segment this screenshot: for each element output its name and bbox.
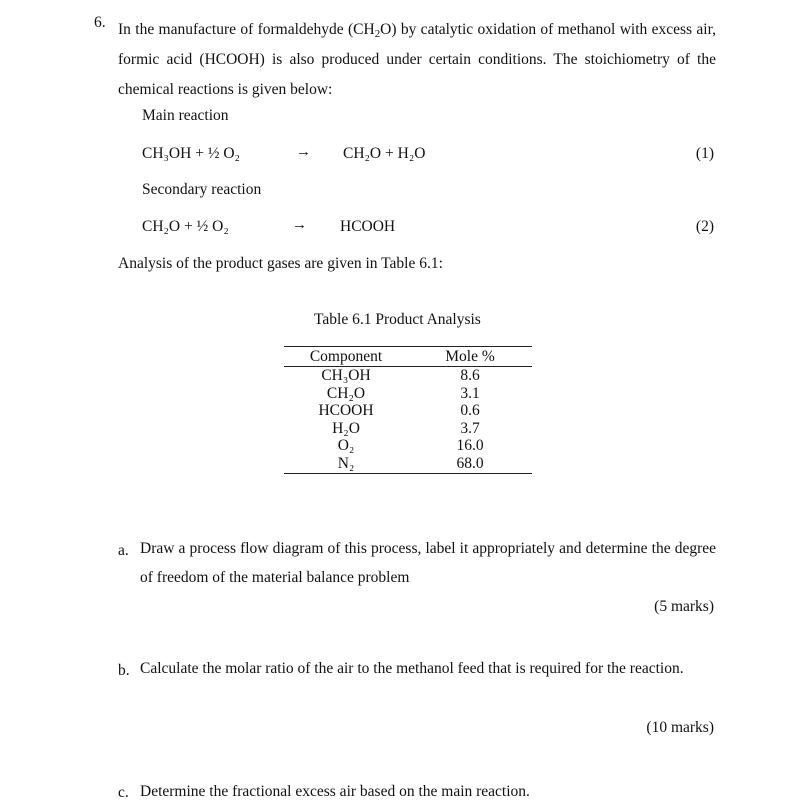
intro-text-part1: In the manufacture of formaldehyde (CH: [118, 21, 375, 38]
main-reaction-arrow-icon: →: [296, 144, 311, 160]
column-header-mole-percent: Mole %: [408, 347, 532, 367]
cell-component: CH₂O: [326, 384, 366, 402]
table-header-row: [284, 347, 532, 367]
table-caption: Table 6.1 Product Analysis: [314, 311, 481, 328]
part-a-letter: a.: [118, 542, 129, 559]
cell-component: CH₃OH: [321, 367, 371, 384]
part-b-marks: (10 marks): [646, 719, 714, 736]
secondary-reaction-lhs: CH₂O + ½ O₂: [142, 218, 229, 235]
table-row: [284, 455, 532, 473]
cell-mole-percent: 16.0: [456, 437, 484, 455]
cell-mole-percent: 3.1: [460, 384, 480, 402]
part-c-letter: c.: [118, 784, 129, 801]
cell-mole-percent: 68.0: [408, 455, 532, 473]
secondary-reaction-rhs: HCOOH: [340, 218, 396, 235]
table-row: [284, 385, 532, 403]
cell-component: N₂: [284, 455, 408, 473]
secondary-reaction-number: (2): [695, 218, 714, 235]
product-analysis-table: [284, 346, 532, 474]
question-intro: [118, 15, 716, 105]
cell-component: H₂O: [332, 419, 360, 437]
question-number: 6.: [94, 14, 106, 31]
main-reaction-rhs: CH₂O + H₂O: [343, 145, 426, 162]
part-c-text: Determine the fractional excess air based on the main reaction.: [140, 783, 530, 800]
part-b-letter: b.: [118, 662, 130, 679]
intro-text-part2: O) by catalytic oxidation of methanol with excess air, formic acid (HCOOH) is also produced under certain conditions. The stoichiometry of the chemical reactions is given below:: [118, 21, 716, 98]
secondary-reaction-label: Secondary reaction: [142, 181, 262, 198]
cell-mole-percent: 0.6: [460, 402, 480, 420]
analysis-text: Analysis of the product gases are given in Table 6.1:: [118, 255, 443, 272]
part-a-text: Draw a process flow diagram of this process, label it appropriately and determine the degree of freedom of the material balance problem: [140, 540, 716, 586]
table-row: [284, 437, 532, 455]
part-a-marks: (5 marks): [654, 598, 714, 615]
main-reaction-label: Main reaction: [142, 107, 229, 124]
table-row: [284, 367, 532, 385]
main-reaction-lhs: CH₃OH + ½ O₂: [142, 145, 240, 162]
cell-mole-percent: 8.6: [460, 367, 480, 384]
cell-mole-percent: 3.7: [460, 419, 480, 437]
main-reaction-number: (1): [695, 145, 714, 162]
cell-component: HCOOH: [318, 402, 374, 420]
cell-component: O₂: [337, 437, 355, 455]
secondary-reaction-arrow-icon: →: [292, 217, 307, 233]
part-b-text: Calculate the molar ratio of the air to the methanol feed that is required for the reaction.: [140, 660, 684, 677]
subscript-2: 2: [374, 28, 381, 40]
column-header-component: Component: [284, 347, 408, 367]
table-row: [284, 402, 532, 420]
table-row: [284, 420, 532, 438]
